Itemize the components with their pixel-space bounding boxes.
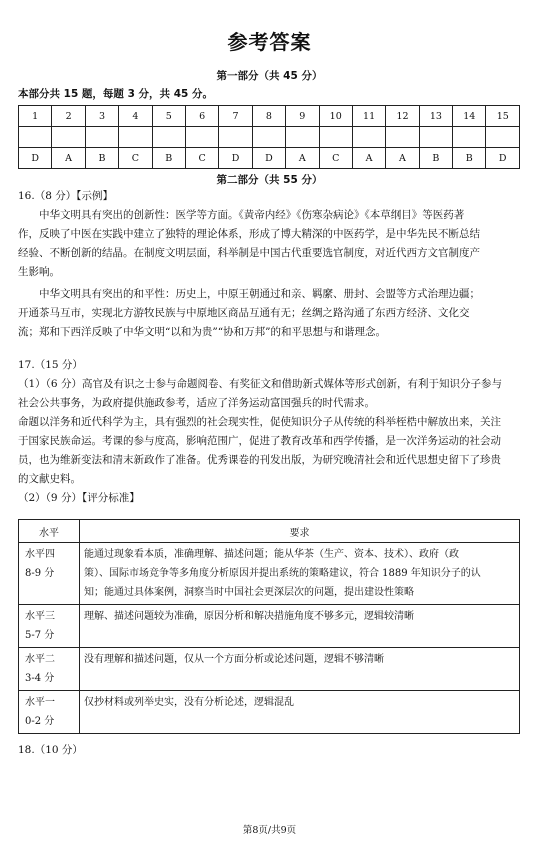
question-number-cell: 11 (352, 106, 385, 127)
answer-cell: A (286, 148, 319, 169)
answer-cell: A (352, 148, 385, 169)
requirement-line: 仅抄材料或列举史实，没有分析论述，逻辑混乱 (84, 697, 294, 708)
rubric-requirement-cell (80, 543, 520, 605)
question-number-cell: 9 (286, 106, 319, 127)
text-line: 作，反映了中医在实践中建立了独特的理论体系，形成了博大精深的中医药学，是中华先民不断总结 (18, 228, 480, 240)
rubric-row (19, 691, 520, 734)
rubric-col-level: 水平 (19, 520, 80, 543)
question-number-cell: 15 (486, 106, 520, 127)
q17-sub2-heading: （2）（9 分）【评分标准】 (18, 492, 140, 504)
answer-cell: C (119, 148, 152, 169)
answer-cell: A (52, 148, 85, 169)
blank-cell (85, 127, 118, 148)
question-number-cell: 8 (252, 106, 285, 127)
question-16 (18, 187, 520, 342)
blank-cell (419, 127, 452, 148)
answer-cell: D (219, 148, 252, 169)
blank-cell (152, 127, 185, 148)
question-18 (18, 741, 520, 760)
part2-heading: 第二部分（共 55 分） (216, 174, 323, 186)
blank-cell (453, 127, 486, 148)
question-number-cell: 1 (19, 106, 52, 127)
question-number-cell: 13 (419, 106, 452, 127)
text-line: 于国家民族命运。考课的参与度高，影响范围广，促进了教育改革和西学传播，是一次洋务运动的社会动 (18, 435, 501, 447)
rubric-level-cell (19, 691, 80, 734)
text-line: 员，也为维新变法和清末新政作了准备。优秀课卷的刊发出版，为研究晚清社会和近代思想史留下了珍贵 (18, 454, 501, 466)
rubric-table (18, 519, 520, 734)
blank-cell (119, 127, 152, 148)
answer-blank-row (19, 127, 520, 148)
blank-cell (352, 127, 385, 148)
rubric-level-cell (19, 648, 80, 691)
answer-number-row (19, 106, 520, 127)
blank-cell (286, 127, 319, 148)
page-footer: 第8页/共9页 (242, 825, 297, 836)
q17-heading: 17.（15 分） (18, 359, 83, 371)
level-score: 0-2 分 (25, 716, 55, 727)
rubric-row (19, 648, 520, 691)
blank-cell (19, 127, 52, 148)
level-score: 5-7 分 (25, 630, 55, 641)
question-number-cell: 5 (152, 106, 185, 127)
text-line: 经验、不断创新的结晶。在制度文明层面，科举制是中国古代重要选官制度，对近代西方文官制度产 (18, 247, 480, 259)
text-line: 流；郑和下西洋反映了中华文明“以和为贵”“协和万邦”的和平思想与和谐理念。 (18, 326, 386, 338)
blank-cell (252, 127, 285, 148)
question-number-cell: 7 (219, 106, 252, 127)
level-name: 水平二 (25, 654, 55, 665)
rubric-requirement-cell (80, 605, 520, 648)
text-line: 命题以洋务和近代科学为主，具有强烈的社会现实性，促使知识分子从传统的科举桎梏中解放出来，关注 (18, 416, 501, 428)
rubric-requirement-cell (80, 691, 520, 734)
answer-cell: A (386, 148, 419, 169)
q16-paragraph-2 (18, 285, 520, 342)
requirement-line: 策）、国际市场竞争等多角度分析原因并提出系统的策略建议，符合 1889 年知识分子的认 (84, 568, 481, 579)
question-number-cell: 12 (386, 106, 419, 127)
text-line: 中华文明具有突出的创新性：医学等方面。《黄帝内经》《伤寒杂病论》《本草纲目》等医药著 (39, 209, 465, 221)
part1-heading: 第一部分（共 45 分） (216, 70, 323, 82)
answer-cell: B (152, 148, 185, 169)
question-number-cell: 4 (119, 106, 152, 127)
question-number-cell: 10 (319, 106, 352, 127)
level-name: 水平四 (25, 549, 55, 560)
answer-cell: D (252, 148, 285, 169)
requirement-line: 没有理解和描述问题，仅从一个方面分析或论述问题，逻辑不够清晰 (84, 654, 384, 665)
level-name: 水平一 (25, 697, 55, 708)
level-score: 3-4 分 (25, 673, 55, 684)
question-number-cell: 3 (85, 106, 118, 127)
question-number-cell: 6 (185, 106, 218, 127)
blank-cell (319, 127, 352, 148)
answer-cell: B (85, 148, 118, 169)
blank-cell (386, 127, 419, 148)
text-line: 的文献史料。 (18, 473, 81, 485)
level-score: 8-9 分 (25, 568, 55, 579)
answer-key-row (19, 148, 520, 169)
question-number-cell: 2 (52, 106, 85, 127)
blank-cell (219, 127, 252, 148)
answer-cell: B (453, 148, 486, 169)
q16-paragraph-1 (18, 206, 520, 282)
text-line: 社会公共事务，为政府提供施政参考，适应了洋务运动富国强兵的时代需求。 (18, 397, 375, 409)
rubric-level-cell (19, 605, 80, 648)
page-title: 参考答案 (227, 30, 312, 54)
answer-cell: C (185, 148, 218, 169)
question-number-cell: 14 (453, 106, 486, 127)
q16-heading: 16.（8 分）【示例】 (18, 190, 113, 202)
answer-table (18, 105, 520, 169)
requirement-line: 理解、描述问题较为准确，原因分析和解决措施角度不够多元，逻辑较清晰 (84, 611, 414, 622)
rubric-row (19, 605, 520, 648)
answer-cell: D (19, 148, 52, 169)
question-17 (18, 356, 520, 508)
blank-cell (185, 127, 218, 148)
rubric-col-requirement: 要求 (80, 520, 520, 543)
rubric-requirement-cell (80, 648, 520, 691)
level-name: 水平三 (25, 611, 55, 622)
blank-cell (486, 127, 520, 148)
requirement-line: 知；能通过具体案例，洞察当时中国社会更深层次的问题，提出建设性策略 (84, 587, 414, 598)
rubric-row (19, 543, 520, 605)
part1-note: 本部分共 15 题，每题 3 分，共 45 分。 (18, 88, 213, 100)
requirement-line: 能通过现象看本质，准确理解、描述问题；能从华茶（生产、资本、技术）、政府（政 (84, 549, 459, 560)
blank-cell (52, 127, 85, 148)
text-line: 生影响。 (18, 266, 60, 278)
text-line: （1）（6 分）高官及有识之士参与命题阅卷、有奖征文和借助新式媒体等形式创新，有利于知识分子参与 (18, 378, 502, 390)
answer-cell: B (419, 148, 452, 169)
answer-cell: D (486, 148, 520, 169)
text-line: 开通茶马互市，实现北方游牧民族与中原地区商品互通有无；丝绸之路沟通了东西方经济、文化交 (18, 307, 470, 319)
text-line: 中华文明具有突出的和平性：历史上，中原王朝通过和亲、羁縻、册封、会盟等方式治理边疆； (39, 288, 480, 300)
rubric-level-cell (19, 543, 80, 605)
q18-heading: 18.（10 分） (18, 744, 83, 756)
answer-cell: C (319, 148, 352, 169)
